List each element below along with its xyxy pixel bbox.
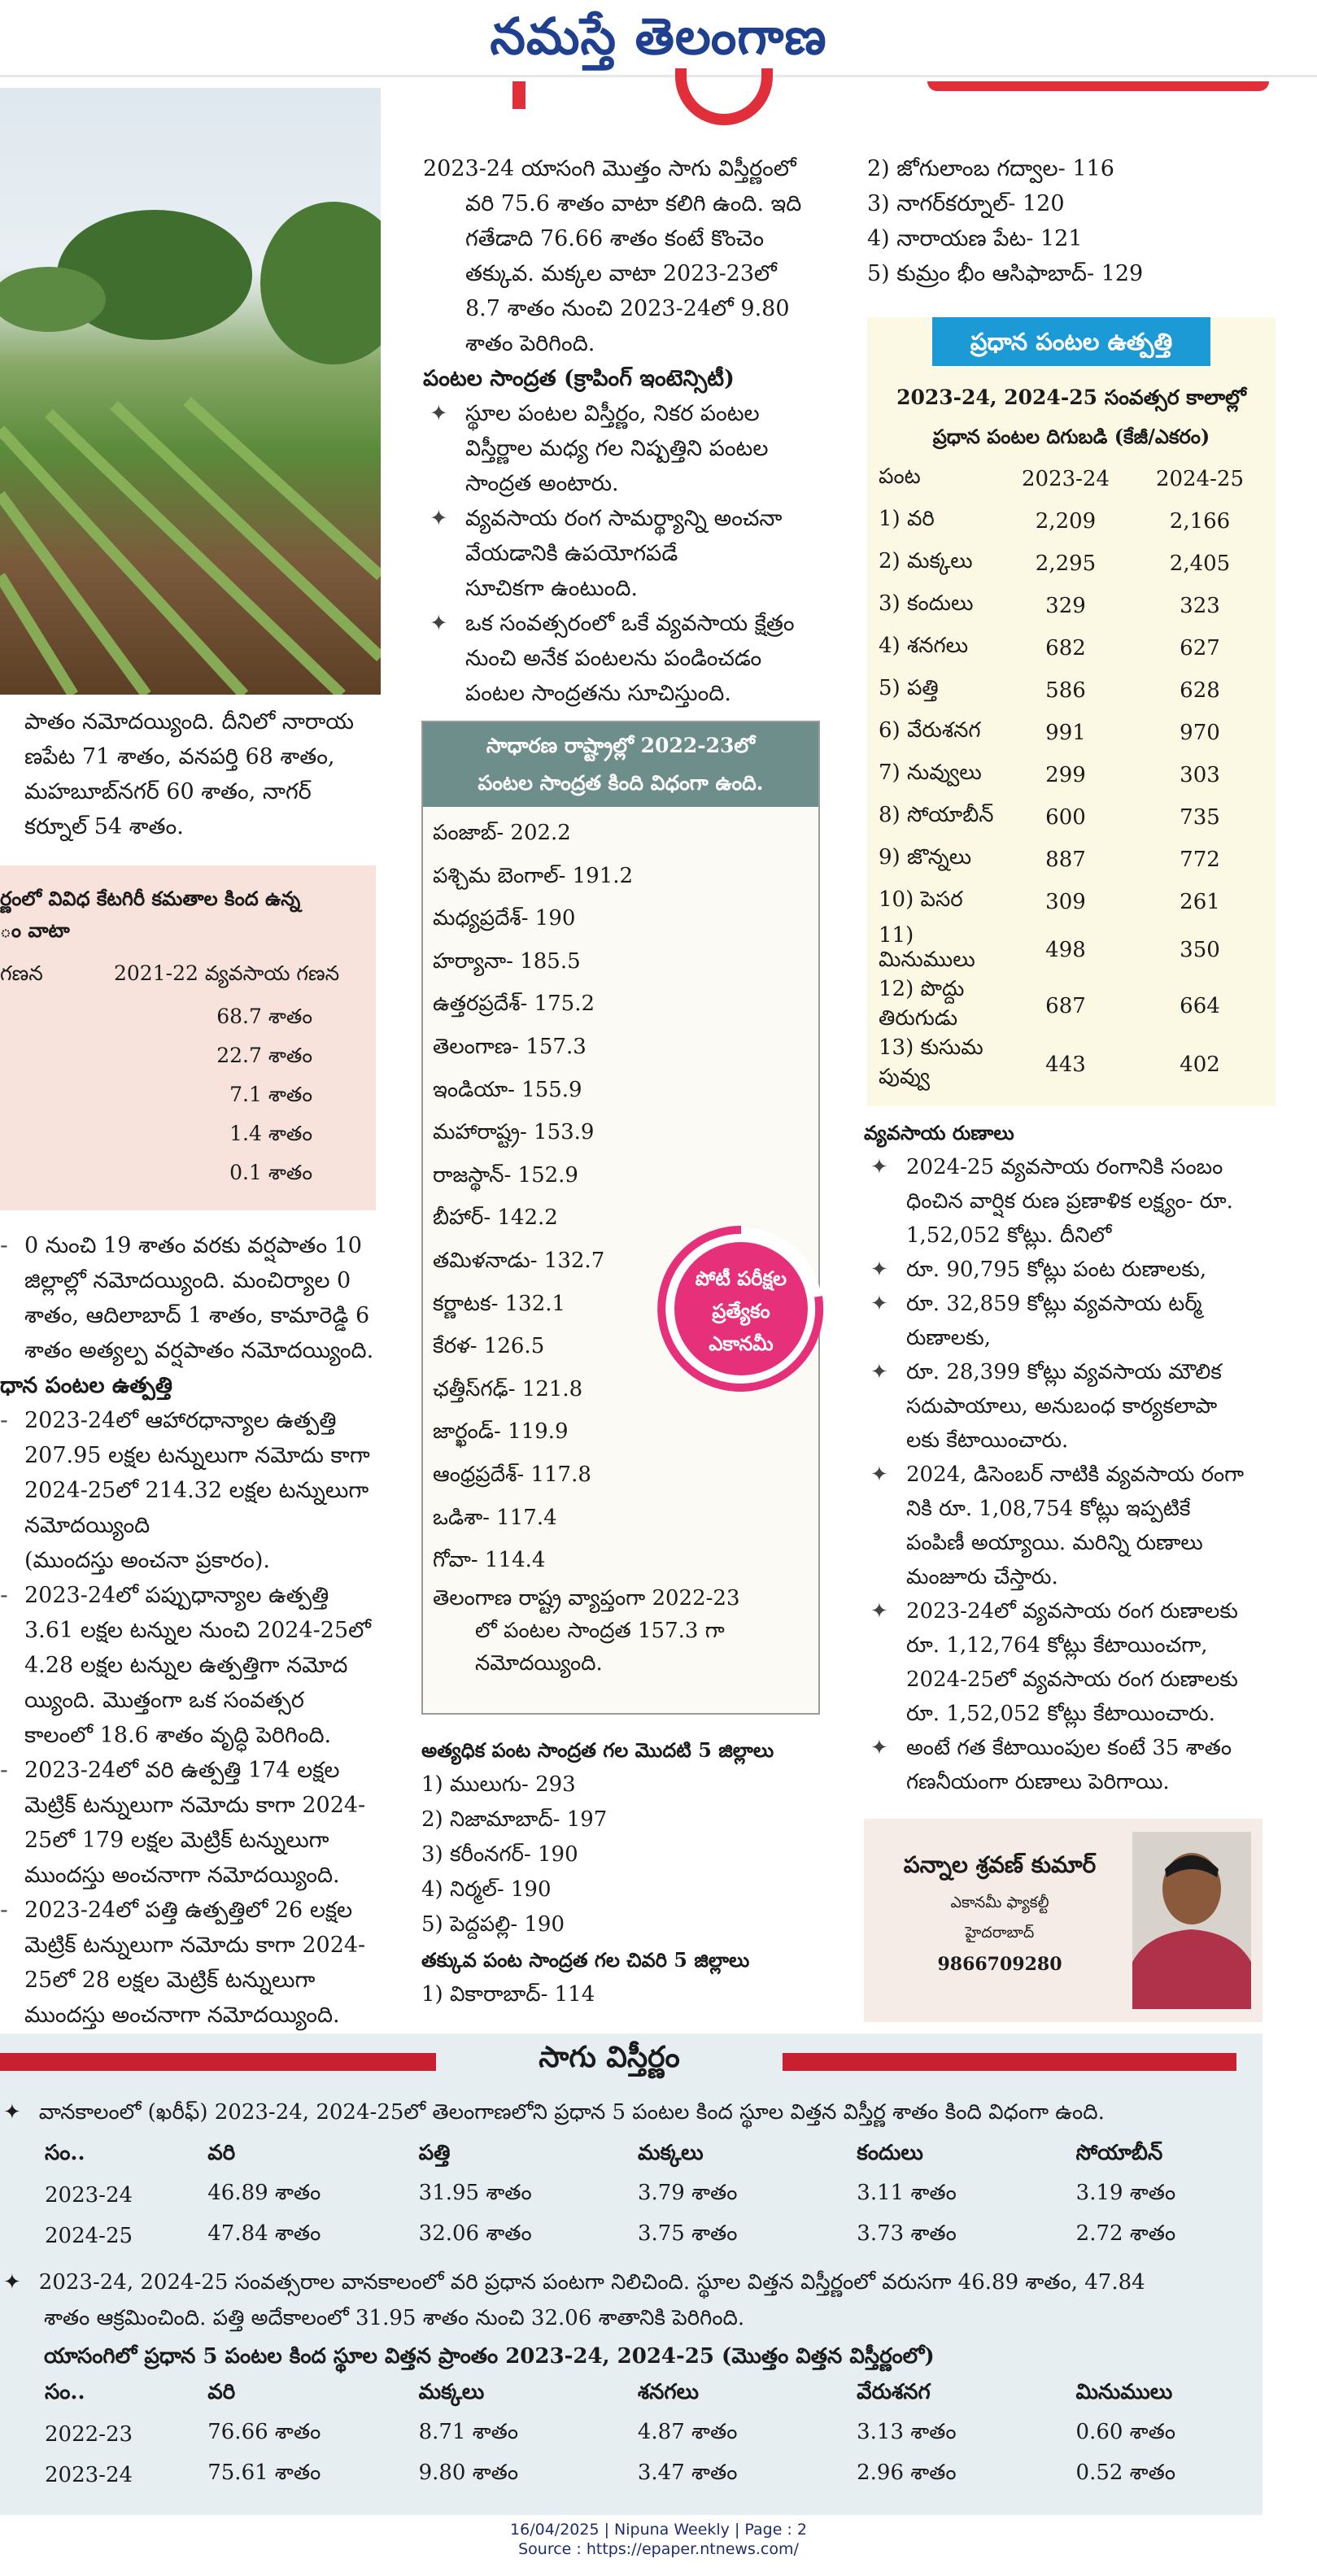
table-row bbox=[879, 543, 1269, 585]
text-line: 2024-25 వ్యవసాయ రంగానికి సంబం bbox=[906, 1155, 1223, 1179]
author-card bbox=[864, 1819, 1262, 2022]
text-line: ముందస్తు అంచనాగా నమోదయ్యింది. bbox=[24, 2003, 340, 2028]
table-cell: 2024-25 bbox=[45, 2224, 133, 2248]
bullet-item bbox=[0, 1403, 382, 1578]
table-cell: 303 bbox=[1180, 763, 1220, 787]
text-line: 2023-24లో పప్పుధాన్యాల ఉత్పత్తి bbox=[24, 1583, 329, 1608]
text-line: 2024-25లో 214.32 లక్షల టన్నులుగా bbox=[24, 1478, 369, 1503]
list-item: ఆంధ్రప్రదేశ్- 117.8 bbox=[433, 1462, 591, 1487]
bullet-item bbox=[423, 396, 830, 501]
rabi-table-title: యాసంగిలో ప్రధాన 5 పంటల కింద స్థూల విత్తన ప్రాంతం 2023-24, 2024-25 (మొత్తం విత్తన విస్తీర్ణంలో) bbox=[44, 2344, 935, 2369]
table-cell: 76.66 శాతం bbox=[207, 2420, 321, 2444]
table-header: 2024-25 bbox=[1155, 467, 1245, 491]
text-line: శాతం, ఆదిలాబాద్ 1 శాతం, కామారెడ్డి 6 bbox=[24, 1303, 370, 1328]
box-title: ం వాటా bbox=[0, 918, 70, 942]
author-phone: 9866709280 bbox=[937, 1954, 1062, 1975]
table-cell: 8) సోయాబీన్ bbox=[879, 803, 994, 827]
table-row bbox=[44, 2216, 1262, 2256]
table-header: వేరుశనగ bbox=[857, 2380, 931, 2404]
text-line: లకు కేటాయించారు. bbox=[906, 1428, 1069, 1453]
table-cell: 2.96 శాతం bbox=[857, 2460, 957, 2485]
table-row bbox=[879, 712, 1269, 754]
bullet-item bbox=[423, 606, 830, 711]
table-row bbox=[44, 2455, 1262, 2495]
author-info bbox=[885, 1851, 1114, 1975]
list-item: తెలంగాణ- 157.3 bbox=[433, 1034, 587, 1059]
table-header: సం.. bbox=[45, 2141, 85, 2165]
table-cell: 0.60 శాతం bbox=[1075, 2420, 1176, 2444]
list-item: 5) కుమ్రం భీం ఆసిఫాబాద్- 129 bbox=[867, 261, 1144, 286]
table-row bbox=[879, 585, 1269, 627]
table-cell: 8.71 శాతం bbox=[418, 2420, 519, 2444]
star-bullet-icon: ✦ bbox=[430, 506, 448, 531]
text-line: శాతం పెరిగింది. bbox=[465, 331, 595, 356]
table-header: వరి bbox=[207, 2380, 236, 2404]
text-line: మంజూరు చేస్తారు. bbox=[906, 1565, 1058, 1589]
table-cell: 75.61 శాతం bbox=[207, 2460, 321, 2485]
table-cell: 31.95 శాతం bbox=[418, 2181, 532, 2205]
table-cell: 350 bbox=[1180, 938, 1220, 962]
district-list-continued bbox=[867, 151, 1290, 291]
text-line: 2023-24 యాసంగి మొత్తం సాగు విస్తీర్ణంలో bbox=[423, 156, 796, 181]
table-cell: 12) పొద్దు తిరుగుడు bbox=[879, 977, 965, 1031]
list-item: ఇండియా- 155.9 bbox=[433, 1077, 582, 1102]
list-item: హర్యానా- 185.5 bbox=[433, 948, 581, 974]
list-item: 3) కరీంనగర్- 190 bbox=[421, 1842, 578, 1867]
table-cell: 2.72 శాతం bbox=[1075, 2221, 1176, 2246]
table-cell: 2,209 bbox=[1035, 509, 1097, 534]
table-cell: 627 bbox=[1180, 636, 1220, 660]
list-item: ఛత్తీస్‌గఢ్- 121.8 bbox=[433, 1376, 583, 1401]
table-cell: 47.84 శాతం bbox=[207, 2221, 321, 2246]
table-cell: 68.7 శాతం bbox=[216, 1005, 312, 1028]
text-line: సదుపాయాలు, అనుబంధ కార్యకలాపా bbox=[906, 1394, 1218, 1419]
list-item: రాజస్థాన్- 152.9 bbox=[433, 1162, 578, 1188]
table-header-row bbox=[879, 458, 1269, 500]
author-city: హైదరాబాద్ bbox=[965, 1924, 1035, 1942]
bullet-item bbox=[864, 1253, 1295, 1287]
loan-list bbox=[864, 1150, 1295, 1799]
page-footer bbox=[0, 2520, 1317, 2559]
table-cell: 2,405 bbox=[1169, 551, 1231, 576]
table-header: వరి bbox=[207, 2141, 236, 2165]
column-2-top bbox=[423, 151, 830, 711]
star-bullet-icon: ✦ bbox=[870, 1257, 888, 1282]
text-line: య్యింది. మొత్తంగా ఒక సంవత్సర bbox=[24, 1688, 304, 1713]
table-row bbox=[879, 839, 1269, 881]
masthead-divider bbox=[0, 75, 1317, 77]
table-cell: 3.11 శాతం bbox=[857, 2181, 957, 2205]
badge-text bbox=[656, 1262, 826, 1360]
section-heading: తక్కువ పంట సాంద్రత గల చివరి 5 జిల్లాలు bbox=[421, 1948, 750, 1972]
text-line: వానకాలంలో (ఖరీఫ్) 2023-24, 2024-25లో తెలంగాణలోని ప్రధాన 5 పంటల కింద స్థూల విత్తన విస్తీర్ణ శాతం కింది విధంగా ఉంది. bbox=[38, 2100, 1105, 2125]
section-title: సాగు విస్తీర్ణం bbox=[539, 2040, 680, 2074]
list-item: పంజాబ్- 202.2 bbox=[433, 821, 571, 845]
table-cell: 664 bbox=[1180, 994, 1220, 1018]
states-intensity-box bbox=[421, 721, 820, 1715]
column-header: గణన bbox=[0, 961, 43, 985]
bullet-item bbox=[0, 1753, 382, 1893]
table-row bbox=[879, 796, 1269, 839]
dash-marker: - bbox=[0, 1583, 8, 1608]
text-line: వరి 75.6 శాతం వాటా కలిగి ఉంది. ఇది bbox=[465, 191, 802, 216]
list-item: ఉత్తరప్రదేశ్- 175.2 bbox=[433, 992, 595, 1017]
field-illustration bbox=[0, 88, 381, 695]
yield-table bbox=[879, 458, 1269, 1094]
table-cell: 4.87 శాతం bbox=[637, 2420, 738, 2444]
text-line: 2023-24లో వ్యవసాయ రంగ రుణాలకు bbox=[906, 1599, 1238, 1624]
table-header: మినుములు bbox=[1075, 2380, 1173, 2404]
box-values bbox=[0, 997, 376, 1192]
text-line: శాతం ఆక్రమించింది. పత్తి అదేకాలంలో 31.95 శాతం నుంచి 32.06 శాతానికి పెరిగింది. bbox=[44, 2306, 745, 2330]
table-cell: 6) వేరుశనగ bbox=[879, 718, 981, 743]
text-line: 2023-24లో ఆహారధాన్యాల ఉత్పత్తి bbox=[24, 1408, 337, 1433]
table-cell: 11) మినుములు bbox=[879, 923, 975, 972]
text-line: మహబూబ్‌నగర్ 60 శాతం, నాగర్ bbox=[24, 779, 312, 804]
table-cell: 682 bbox=[1045, 636, 1086, 660]
table-row bbox=[44, 2175, 1262, 2216]
text-line: 0 నుంచి 19 శాతం వరకు వర్షపాతం 10 bbox=[24, 1233, 362, 1258]
list-item: జార్ఖండ్- 119.9 bbox=[433, 1419, 569, 1445]
crop-field-photo bbox=[0, 88, 381, 695]
list-item: పశ్చిమ బెంగాల్- 191.2 bbox=[433, 863, 634, 888]
table-header: పత్తి bbox=[418, 2141, 451, 2165]
text-line: పంటల సాంద్రతను సూచిస్తుంది. bbox=[465, 681, 731, 706]
bullet-item bbox=[423, 501, 830, 606]
bullet-item bbox=[864, 1355, 1295, 1458]
text-line: తెలంగాణ రాష్ట్ర వ్యాప్తంగా 2022-23 bbox=[433, 1585, 740, 1611]
table-cell: 309 bbox=[1045, 890, 1086, 914]
table-header: పంట bbox=[879, 464, 921, 489]
star-bullet-icon: ✦ bbox=[870, 1292, 888, 1316]
table-cell: 32.06 శాతం bbox=[418, 2221, 532, 2246]
list-item: 1) ములుగు- 293 bbox=[421, 1772, 576, 1797]
table-header: మక్కలు bbox=[418, 2380, 485, 2404]
table-cell: 991 bbox=[1045, 721, 1086, 745]
text-line: గతేడాది 76.66 శాతం కంటే కొంచెం bbox=[465, 226, 765, 251]
table-cell: 2) మక్కలు bbox=[879, 549, 973, 573]
star-bullet-icon: ✦ bbox=[430, 611, 448, 636]
bullet-item bbox=[0, 1893, 382, 2033]
text-line: వ్యవసాయ రంగ సామర్థ్యాన్ని అంచనా bbox=[465, 506, 783, 531]
table-cell: 329 bbox=[1045, 594, 1086, 618]
star-bullet-icon: ✦ bbox=[3, 2270, 21, 2295]
table-cell: 970 bbox=[1180, 721, 1220, 745]
badge-line: ప్రత్యేకం bbox=[712, 1299, 770, 1323]
text-line: అంటే గత కేటాయింపుల కంటే 35 శాతం bbox=[906, 1736, 1232, 1760]
table-cell: 3.19 శాతం bbox=[1075, 2181, 1176, 2205]
table-row bbox=[879, 627, 1269, 669]
text-line: వేయడానికి ఉపయోగపడే bbox=[465, 541, 678, 566]
star-bullet-icon: ✦ bbox=[870, 1155, 888, 1179]
table-row bbox=[44, 2414, 1262, 2455]
badge-line: ఎకానమీ bbox=[709, 1332, 774, 1355]
table-row bbox=[879, 669, 1269, 712]
table-cell: 9) జొన్నలు bbox=[879, 845, 972, 870]
table-header: సోయాబీన్ bbox=[1075, 2141, 1163, 2165]
table-cell: 586 bbox=[1045, 678, 1086, 703]
text-line: విస్తీర్ణాల మధ్య గల నిష్పత్తిని పంటల bbox=[465, 436, 769, 461]
table-cell: 3.73 శాతం bbox=[857, 2221, 957, 2246]
section-heading: వ్యవసాయ రుణాలు bbox=[864, 1121, 1014, 1144]
text-line: 25లో 179 లక్షల మెట్రిక్ టన్నులుగా bbox=[24, 1828, 329, 1853]
table-cell: 1) వరి bbox=[879, 507, 935, 531]
list-item: గోవా- 114.4 bbox=[433, 1548, 546, 1573]
text-line: పాతం నమోదయ్యింది. దీనిలో నారాయ bbox=[24, 709, 354, 734]
table-cell: 3.75 శాతం bbox=[637, 2221, 738, 2246]
text-line: 3.61 లక్షల టన్నుల నుంచి 2024-25లో bbox=[24, 1618, 371, 1643]
text-line: పంపిణీ అయ్యాయి. మరిన్ని రుణాలు bbox=[906, 1531, 1203, 1555]
text-line: ణపేట 71 శాతం, వనపర్తి 68 శాతం, bbox=[24, 744, 335, 769]
headline-fragment bbox=[675, 68, 773, 125]
column-1-lower bbox=[0, 1228, 382, 2033]
table-cell: 46.89 శాతం bbox=[207, 2181, 321, 2205]
table-header: మక్కలు bbox=[637, 2141, 704, 2165]
table-cell: 7.1 శాతం bbox=[229, 1083, 312, 1106]
footer-line: Source : https://epaper.ntnews.com/ bbox=[518, 2540, 799, 2558]
table-cell: 3) కందులు bbox=[879, 591, 974, 616]
author-name: పన్నాల శ్రవణ్ కుమార్ bbox=[903, 1851, 1097, 1878]
text-line: ఒక సంవత్సరంలో ఒకే వ్యవసాయ క్షేత్రం bbox=[465, 611, 795, 636]
headline-fragment bbox=[512, 81, 525, 109]
list-item: మహారాష్ట్ర- 153.9 bbox=[433, 1120, 595, 1145]
section-heading: ధాన పంటల ఉత్పత్తి bbox=[0, 1373, 172, 1398]
text-block bbox=[0, 1228, 382, 1368]
table-cell: 10) పెసర bbox=[879, 887, 963, 912]
section-rule-left bbox=[0, 2053, 436, 2071]
list-item: 4) నారాయణ పేట- 121 bbox=[867, 226, 1083, 251]
list-item: తమిళనాడు- 132.7 bbox=[433, 1248, 605, 1273]
box-title: ర్ణంలో వివిధ కేటగిరీ కమతాల కింద ఉన్న bbox=[0, 887, 301, 910]
text-line: (ముందస్తు అంచనా ప్రకారం). bbox=[24, 1548, 270, 1573]
table-cell: 9.80 శాతం bbox=[418, 2460, 519, 2485]
table-header-row bbox=[44, 2136, 1262, 2175]
table-cell: 7) నువ్వులు bbox=[879, 761, 982, 785]
text-line: రూ. 90,795 కోట్లు పంట రుణాలకు, bbox=[906, 1257, 1207, 1282]
table-cell: 498 bbox=[1045, 938, 1086, 962]
dash-marker: - bbox=[0, 1898, 8, 1923]
text-line: సూచికగా ఉంటుంది. bbox=[465, 576, 638, 601]
table-cell: 3.13 శాతం bbox=[857, 2420, 957, 2444]
table-cell: 299 bbox=[1045, 763, 1086, 787]
table-cell: 323 bbox=[1180, 594, 1220, 618]
bullet-item bbox=[864, 1731, 1295, 1799]
star-bullet-icon: ✦ bbox=[870, 1462, 888, 1487]
table-cell: 0.1 శాతం bbox=[229, 1161, 312, 1184]
author-role: ఎకానమీ ఫ్యాకల్టీ bbox=[950, 1894, 1049, 1911]
text-line: నమోదయ్యింది bbox=[24, 1513, 150, 1538]
table-cell: 687 bbox=[1045, 994, 1086, 1018]
section-rule-right bbox=[783, 2053, 1236, 2071]
dash-marker: - bbox=[0, 1758, 8, 1783]
person-icon bbox=[1132, 1832, 1251, 2009]
table-header: కందులు bbox=[857, 2141, 923, 2165]
table-cell: 600 bbox=[1045, 805, 1086, 830]
text-line: కర్నూల్ 54 శాతం. bbox=[24, 814, 184, 839]
table-cell: 261 bbox=[1180, 890, 1220, 914]
text-line: రూ. 1,52,052 కోట్లు కేటాయించారు. bbox=[906, 1702, 1215, 1726]
text-line: మెట్రిక్ టన్నులుగా నమోదు కాగా 2024- bbox=[24, 1933, 366, 1958]
text-line: స్థూల పంటల విస్తీర్ణం, నికర పంటల bbox=[465, 401, 760, 426]
table-row bbox=[879, 923, 1269, 977]
text-line: 2023-24లో పత్తి ఉత్పత్తిలో 26 లక్షల bbox=[24, 1898, 353, 1923]
star-bullet-icon: ✦ bbox=[870, 1599, 888, 1624]
bullet-item bbox=[864, 1458, 1295, 1594]
table-row bbox=[879, 881, 1269, 923]
text-line: 2023-24లో వరి ఉత్పత్తి 174 లక్షల bbox=[24, 1758, 340, 1783]
table-cell: 735 bbox=[1180, 805, 1220, 830]
text-line: ముందస్తు అంచనాగా నమోదయ్యింది. bbox=[24, 1863, 340, 1888]
star-bullet-icon: ✦ bbox=[870, 1736, 888, 1760]
text-line: 207.95 లక్షల టన్నులుగా నమోదు కాగా bbox=[24, 1443, 370, 1468]
list-item: మధ్యప్రదేశ్- 190 bbox=[433, 906, 576, 931]
text-line: 2024, డిసెంబర్ నాటికి వ్యవసాయ రంగా bbox=[906, 1462, 1245, 1487]
table-header: శనగలు bbox=[637, 2380, 700, 2404]
footer-line: 16/04/2025 | Nipuna Weekly | Page : 2 bbox=[510, 2521, 807, 2539]
author-photo bbox=[1132, 1832, 1251, 2009]
list-item: 3) నాగర్‌కర్నూల్- 120 bbox=[867, 191, 1065, 216]
land-holdings-box bbox=[0, 865, 376, 1210]
list-item: 5) పెద్దపల్లి- 190 bbox=[421, 1912, 565, 1937]
table-cell: 2,166 bbox=[1169, 509, 1231, 534]
text-line: రూ. 32,859 కోట్లు వ్యవసాయ టర్మ్ bbox=[906, 1292, 1202, 1316]
section-heading: అత్యధిక పంట సాంద్రత గల మొదటి 5 జిల్లాలు bbox=[421, 1738, 774, 1762]
special-badge bbox=[656, 1223, 826, 1394]
section-heading: పంటల సాంద్రత (క్రాపింగ్ ఇంటెన్సిటీ) bbox=[423, 366, 735, 391]
table-cell: 13) కుసుమ పువ్వు bbox=[879, 1035, 983, 1089]
text-line: 2024-25లో వ్యవసాయ రంగ రుణాలకు bbox=[906, 1667, 1238, 1692]
table-header: సం.. bbox=[45, 2380, 85, 2404]
table-header: 2023-24 bbox=[1021, 467, 1110, 491]
star-bullet-icon: ✦ bbox=[430, 401, 448, 426]
text-line: 2023-24, 2024-25 సంవత్సరాల వానకాలంలో వరి ప్రధాన పంటగా నిలిచింది. స్థూల విత్తన విస్తీర్ణంలో వరుసగా 46.89 శాతం, 47.84 bbox=[38, 2270, 1145, 2295]
table-cell: 3.79 శాతం bbox=[637, 2181, 738, 2205]
bullet-item bbox=[864, 1594, 1295, 1731]
bullet-item bbox=[0, 1578, 382, 1753]
table-cell: 628 bbox=[1180, 678, 1220, 703]
list-item: 2) నిజామాబాద్- 197 bbox=[421, 1807, 608, 1832]
table-row bbox=[879, 500, 1269, 543]
rabi-table bbox=[44, 2375, 1262, 2495]
text-line: 4.28 లక్షల టన్నుల ఉత్పత్తిగా నమోద bbox=[24, 1653, 348, 1678]
text-line: తక్కువ. మక్కల వాటా 2023-23లో bbox=[465, 261, 777, 286]
table-cell: 1.4 శాతం bbox=[229, 1122, 312, 1145]
table-cell: 0.52 శాతం bbox=[1075, 2460, 1176, 2485]
district-rankings bbox=[421, 1733, 844, 2012]
badge-line: పోటీ పరీక్షల bbox=[695, 1266, 787, 1290]
text-line: ధించిన వార్షిక రుణ ప్రణాళిక లక్ష్యం- రూ. bbox=[906, 1189, 1233, 1214]
box-header-row bbox=[0, 957, 376, 997]
box-footer bbox=[423, 1582, 818, 1680]
text-line: కాలంలో 18.6 శాతం వృద్ధి పెరిగింది. bbox=[24, 1723, 332, 1748]
table-header-row bbox=[44, 2375, 1262, 2414]
dash-marker: - bbox=[0, 1408, 8, 1433]
list-item: కేరళ- 126.5 bbox=[433, 1334, 545, 1359]
text-line: నుంచి అనేక పంటలను పండించడం bbox=[465, 646, 762, 671]
star-bullet-icon: ✦ bbox=[870, 1360, 888, 1384]
sowing-area-section bbox=[0, 2033, 1262, 2515]
text-line: శాతం అత్యల్ప వర్షపాతం నమోదయ్యింది. bbox=[24, 1338, 374, 1363]
kharif-table bbox=[44, 2136, 1262, 2256]
box-header bbox=[423, 722, 818, 807]
headline-fragment bbox=[927, 81, 1269, 91]
table-cell: 2023-24 bbox=[45, 2183, 133, 2208]
table-cell: 5) పత్తి bbox=[879, 676, 939, 700]
list-item: 2) జోగులాంబ గద్వాల- 116 bbox=[867, 156, 1114, 181]
text-line: గణనీయంగా రుణాలు పెరిగాయి. bbox=[906, 1770, 1170, 1794]
table-cell: 22.7 శాతం bbox=[216, 1044, 312, 1067]
bullet-item bbox=[864, 1287, 1295, 1355]
text-line: రూ. 1,12,764 కోట్లు కేటాయించగా, bbox=[906, 1633, 1208, 1658]
newspaper-logo: నమస్తే తెలంగాణ bbox=[490, 7, 827, 66]
column-header: 2021-22 వ్యవసాయ గణన bbox=[114, 961, 340, 985]
table-cell: 4) శనగలు bbox=[879, 634, 969, 658]
text-line: జిల్లాల్లో నమోదయ్యింది. మంచిర్యాల 0 bbox=[24, 1268, 351, 1293]
yield-box-subtitle: ప్రధాన పంటల దిగుబడి (కేజీ/ఎకరం) bbox=[932, 425, 1210, 448]
text-line: 25లో 28 లక్షల మెట్రిక్ టన్నులుగా bbox=[24, 1968, 316, 1993]
table-cell: 2022-23 bbox=[45, 2422, 133, 2447]
bullet-item bbox=[864, 1150, 1295, 1253]
text-line: 1,52,052 కోట్లు. దీనిలో bbox=[906, 1223, 1112, 1248]
sowing-paragraph bbox=[0, 2264, 1257, 2336]
list-item: కర్ణాటక- 132.1 bbox=[433, 1291, 566, 1316]
box-header-line: సాధారణ రాష్ట్రాల్లో 2022-23లో bbox=[486, 734, 756, 757]
state-list bbox=[423, 812, 818, 1582]
list-item: బీహార్- 142.2 bbox=[433, 1205, 558, 1231]
table-cell: 3.47 శాతం bbox=[637, 2460, 738, 2485]
agri-loans bbox=[864, 1116, 1295, 1799]
table-cell: 402 bbox=[1180, 1053, 1220, 1077]
text-line: మెట్రిక్ టన్నులుగా నమోదు కాగా 2024- bbox=[24, 1793, 366, 1818]
crop-yield-box bbox=[867, 317, 1276, 1106]
table-cell: 887 bbox=[1045, 848, 1086, 872]
text-line: 8.7 శాతం నుంచి 2023-24లో 9.80 bbox=[465, 296, 790, 321]
text-line: నమోదయ్యింది. bbox=[475, 1650, 603, 1676]
text-line: నికి రూ. 1,08,754 కోట్లు ఇప్పటికే bbox=[906, 1497, 1191, 1521]
yield-box-subtitle: 2023-24, 2024-25 సంవత్సర కాలాల్లో bbox=[896, 386, 1246, 409]
sowing-intro bbox=[0, 2100, 1253, 2129]
box-header-line: పంటల సాంద్రత కింది విధంగా ఉంది. bbox=[478, 771, 764, 795]
text-line: సాంద్రత అంటారు. bbox=[465, 471, 619, 496]
table-row bbox=[879, 977, 1269, 1035]
table-cell: 2023-24 bbox=[45, 2463, 133, 2487]
text-line: లో పంటల సాంద్రత 157.3 గా bbox=[475, 1618, 725, 1643]
text-line: రుణాలకు, bbox=[906, 1326, 991, 1350]
list-item: 1) వికారాబాద్- 114 bbox=[421, 1982, 595, 2007]
star-bullet-icon: ✦ bbox=[3, 2100, 21, 2125]
column-1-paragraph bbox=[24, 704, 382, 844]
yield-box-title: ప్రధాన పంటల ఉత్పత్తి bbox=[932, 317, 1210, 366]
masthead bbox=[0, 0, 1317, 78]
table-cell: 772 bbox=[1180, 848, 1220, 872]
table-cell: 2,295 bbox=[1035, 551, 1097, 576]
text-line: రూ. 28,399 కోట్లు వ్యవసాయ మౌలిక bbox=[906, 1360, 1222, 1384]
dash-marker: - bbox=[0, 1233, 8, 1258]
list-item: 4) నిర్మల్- 190 bbox=[421, 1877, 552, 1902]
list-item: ఒడిశా- 117.4 bbox=[433, 1505, 557, 1530]
table-row bbox=[879, 754, 1269, 796]
table-row bbox=[879, 1035, 1269, 1094]
table-cell: 443 bbox=[1045, 1053, 1086, 1077]
